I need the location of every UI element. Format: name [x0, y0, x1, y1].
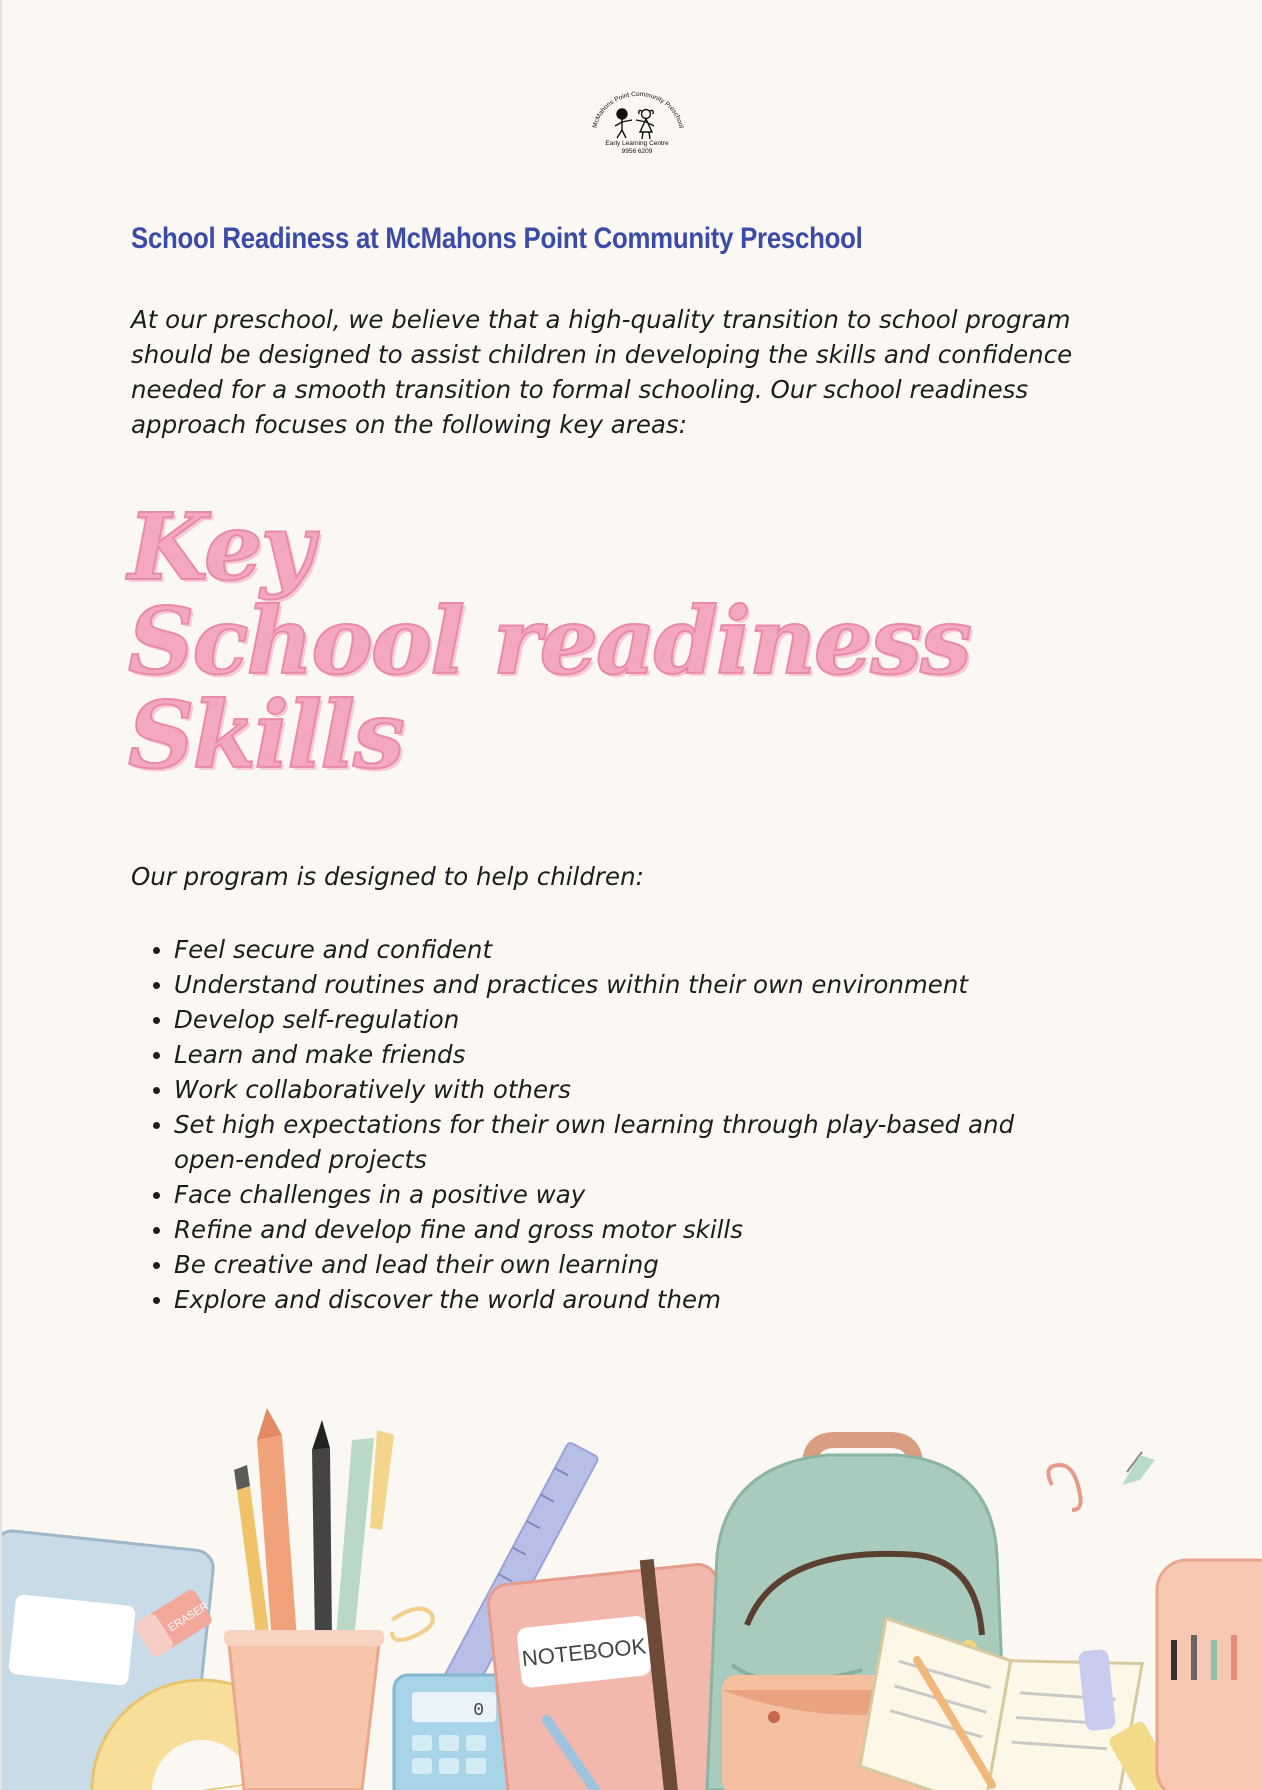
logo-phone: 9956 6209 [621, 148, 653, 155]
school-supplies-illustration [2, 1390, 1262, 1790]
list-item: Understand routines and practices within their own environment [131, 967, 1091, 1002]
list-item: Face challenges in a positive way [131, 1177, 1091, 1212]
eraser-label: ERASER [166, 1600, 211, 1635]
script-title-line: School readiness [128, 587, 970, 695]
list-item: Feel secure and confident [131, 932, 1091, 967]
list-item: Refine and develop fine and gross motor skills [131, 1212, 1091, 1247]
logo-graphic [582, 88, 692, 168]
notebook-icon [486, 1553, 742, 1790]
calculator-icon [394, 1675, 514, 1790]
pushpin-icon [1122, 1452, 1155, 1485]
pencil-cup-icon [224, 1408, 394, 1790]
list-item: Set high expectations for their own learning through play-based and open-ended projects [131, 1107, 1091, 1177]
list-item: Be creative and lead their own learning [131, 1247, 1091, 1282]
notebook-label: NOTEBOOK [520, 1633, 648, 1672]
pencil-case-icon [1157, 1560, 1262, 1790]
svg-text:McMahons Point Community Presc [592, 91, 685, 129]
list-item: Explore and discover the world around them [131, 1282, 1091, 1317]
intro-paragraph: At our preschool, we believe that a high-quality transition to school program should be designed to assist children in developing the skills and confidence needed for a smooth transition to formal schooling. Our school readiness approach focuses on the following key areas: [131, 305, 1073, 439]
list-lead: Our program is designed to help children: [131, 862, 644, 891]
calculator-display: 0 [473, 1701, 484, 1721]
preschool-logo [582, 88, 692, 168]
paperclip-icon [1048, 1465, 1080, 1510]
child-figure-icon [636, 110, 654, 140]
list-item: Work collaboratively with others [131, 1072, 1091, 1107]
page-heading: School Readiness at McMahons Point Community Preschool [131, 222, 863, 255]
child-figure-icon [615, 109, 632, 138]
paperclip-icon [392, 1609, 433, 1640]
script-title-line: Skills [128, 681, 403, 789]
script-title-line: Key [128, 493, 312, 601]
logo-arc-text: McMahons Point Community Preschool [591, 90, 685, 129]
list-item: Develop self-regulation [131, 1002, 1091, 1037]
skills-list [131, 932, 1091, 1317]
logo-subtitle: Early Learning Centre [605, 140, 669, 147]
list-item: Learn and make friends [131, 1037, 1091, 1072]
script-title [128, 493, 970, 789]
